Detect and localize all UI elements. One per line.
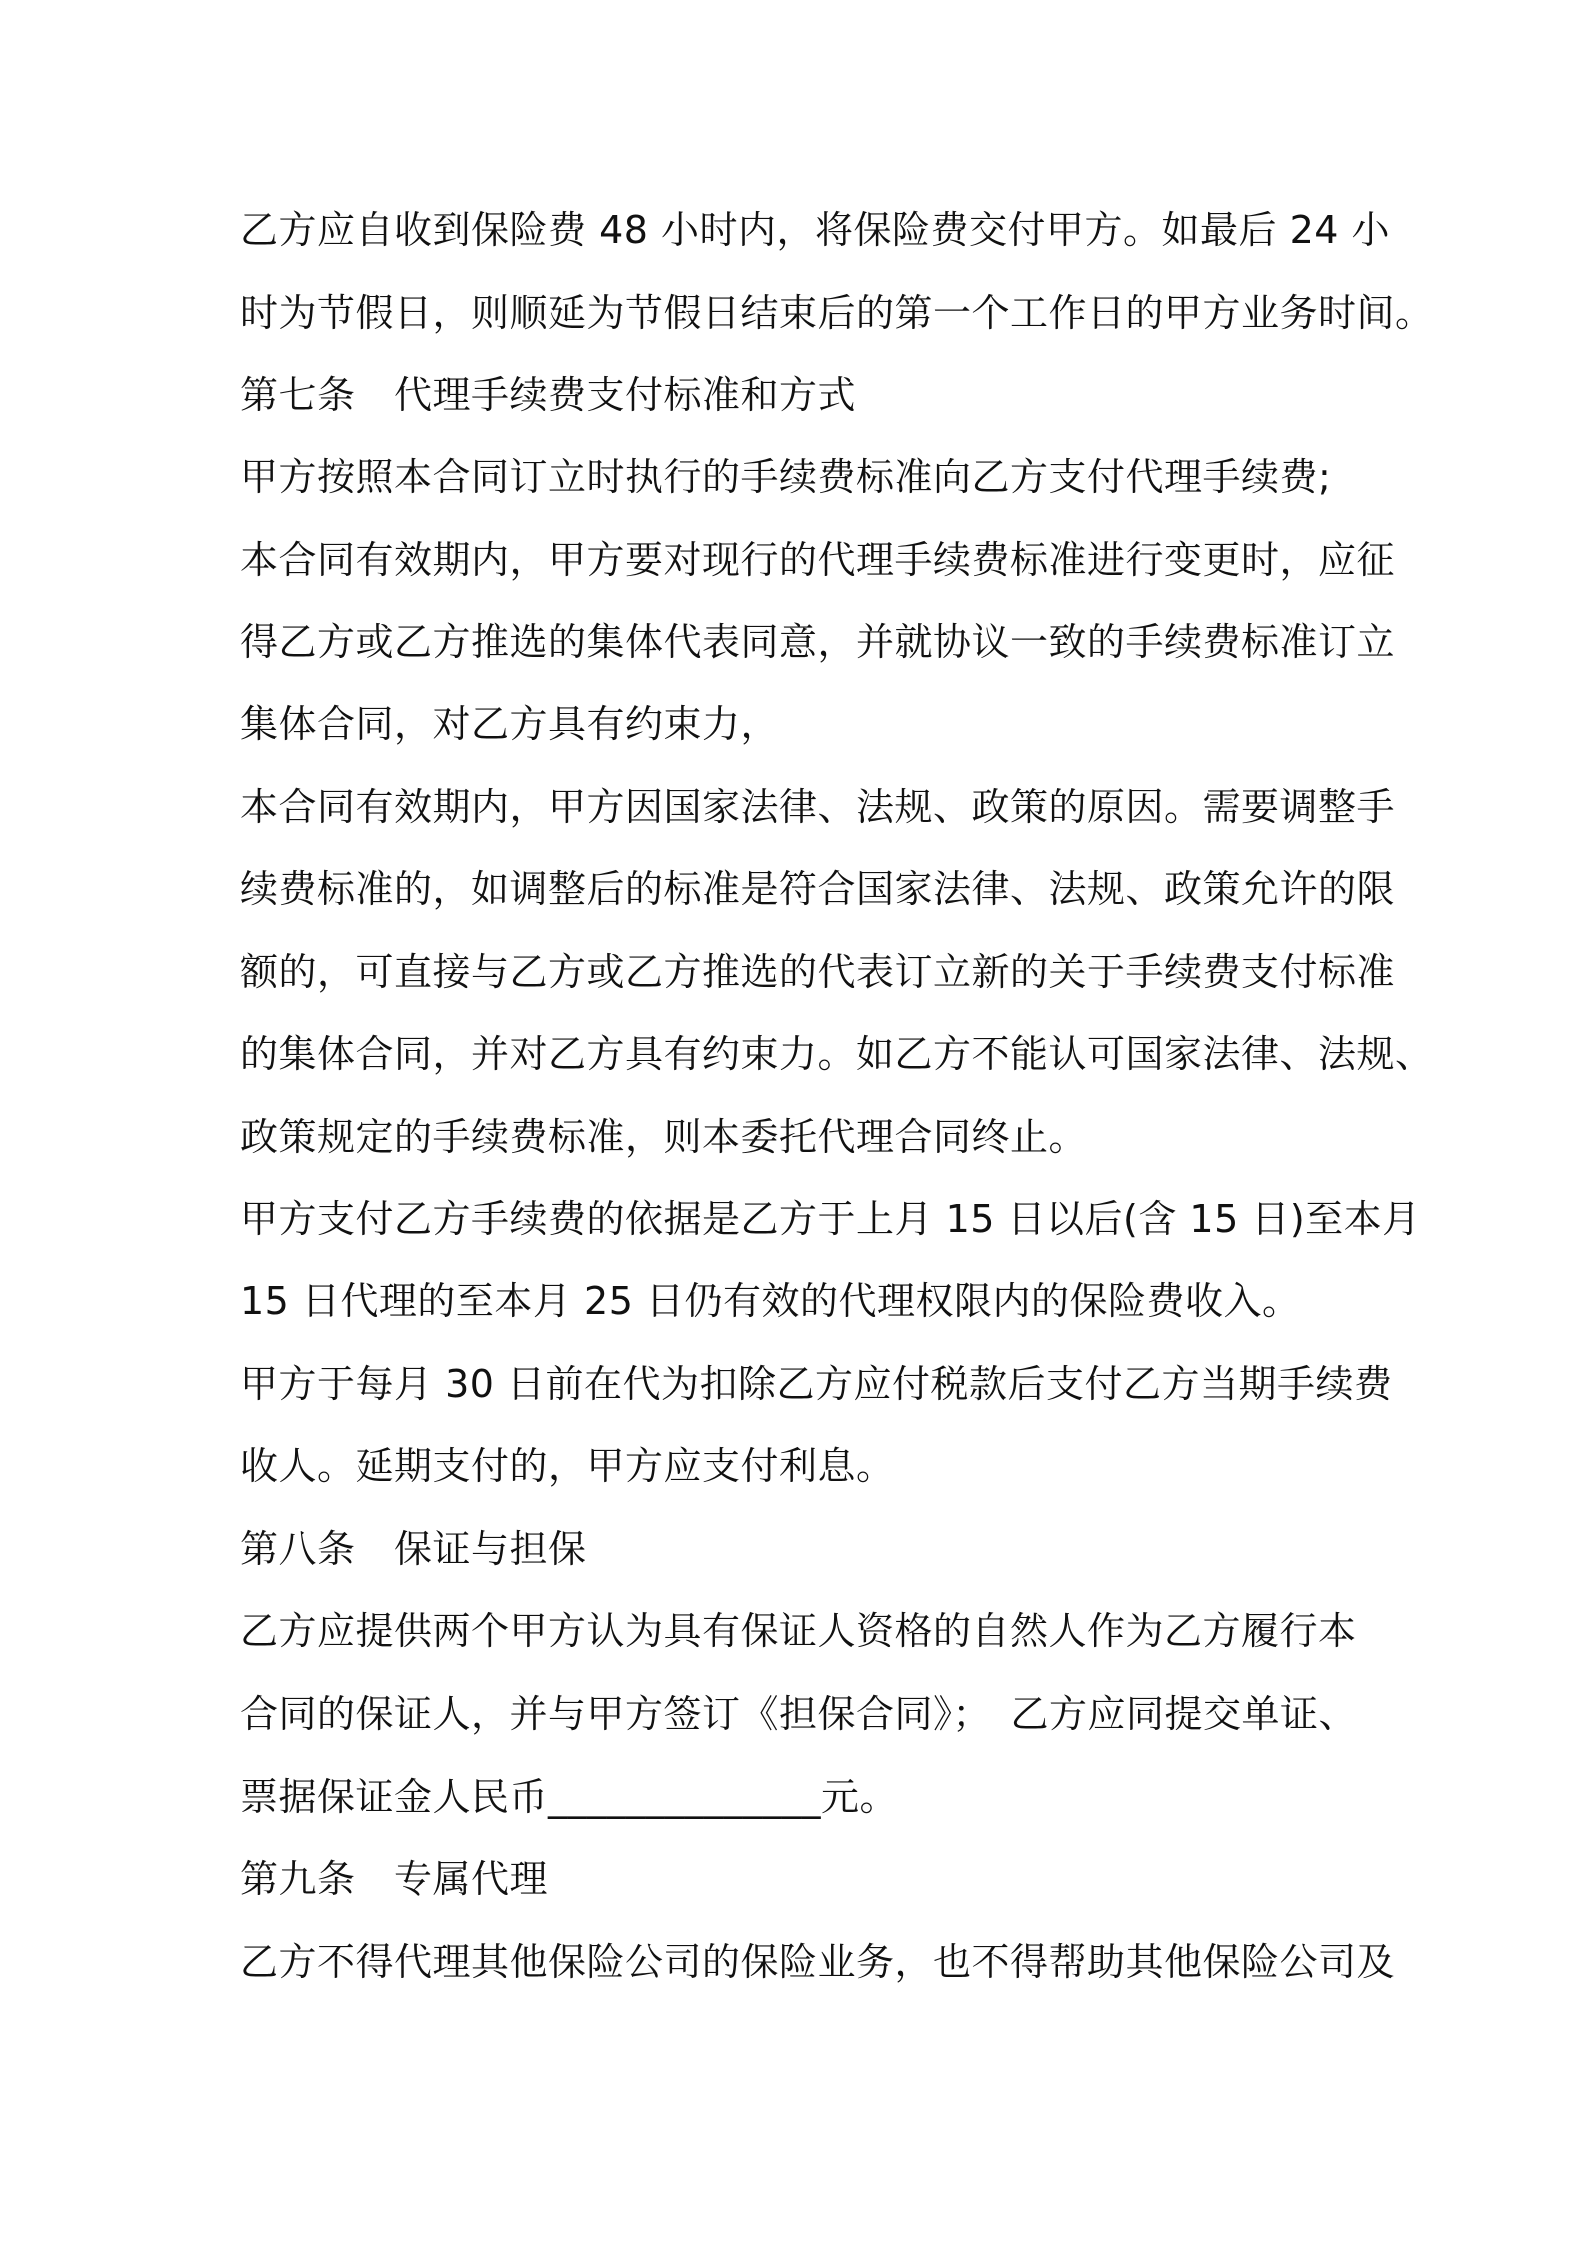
paragraph-line: 时为节假日，则顺延为节假日结束后的第一个工作日的甲方业务时间。 xyxy=(240,291,1434,335)
paragraph-line: 的集体合同，并对乙方具有约束力。如乙方不能认可国家法律、法规、 xyxy=(240,1032,1434,1076)
section-heading: 第八条 保证与担保 xyxy=(240,1527,587,1571)
paragraph-line: 本合同有效期内，甲方要对现行的代理手续费标准进行变更时，应征 xyxy=(240,538,1396,582)
paragraph-line: 乙方应提供两个甲方认为具有保证人资格的自然人作为乙方履行本 xyxy=(240,1609,1357,1653)
paragraph-line: 甲方按照本合同订立时执行的手续费标准向乙方支付代理手续费; xyxy=(240,455,1332,499)
paragraph-line: 得乙方或乙方推选的集体代表同意，并就协议一致的手续费标准订立 xyxy=(240,620,1396,664)
paragraph-line: 乙方应自收到保险费 48 小时内，将保险费交付甲方。如最后 24 小 xyxy=(240,208,1391,252)
paragraph-line: 收人。延期支付的，甲方应支付利息。 xyxy=(240,1444,895,1488)
paragraph-line: 15 日代理的至本月 25 日仍有效的代理权限内的保险费收入。 xyxy=(240,1279,1301,1323)
paragraph-line: 乙方不得代理其他保险公司的保险业务，也不得帮助其他保险公司及 xyxy=(240,1940,1396,1984)
paragraph-line: 甲方支付乙方手续费的依据是乙方于上月 15 日以后(含 15 日)至本月 xyxy=(240,1197,1421,1241)
paragraph-line: 政策规定的手续费标准，则本委托代理合同终止。 xyxy=(240,1115,1088,1159)
section-heading: 第七条 代理手续费支付标准和方式 xyxy=(240,373,857,417)
paragraph-line: 合同的保证人，并与甲方签订《担保合同》； 乙方应同提交单证、 xyxy=(240,1692,1358,1736)
paragraph-line: 集体合同，对乙方具有约束力， xyxy=(240,702,780,746)
paragraph-line: 本合同有效期内，甲方因国家法律、法规、政策的原因。需要调整手 xyxy=(240,785,1396,829)
paragraph-line: 额的，可直接与乙方或乙方推选的代表订立新的关于手续费支付标准 xyxy=(240,950,1396,994)
paragraph-line: 甲方于每月 30 日前在代为扣除乙方应付税款后支付乙方当期手续费 xyxy=(240,1362,1393,1406)
section-heading: 第九条 专属代理 xyxy=(240,1857,549,1901)
paragraph-line: 续费标准的，如调整后的标准是符合国家法律、法规、政策允许的限 xyxy=(240,867,1396,911)
paragraph-line: 票据保证金人民币______________元。 xyxy=(240,1775,899,1819)
